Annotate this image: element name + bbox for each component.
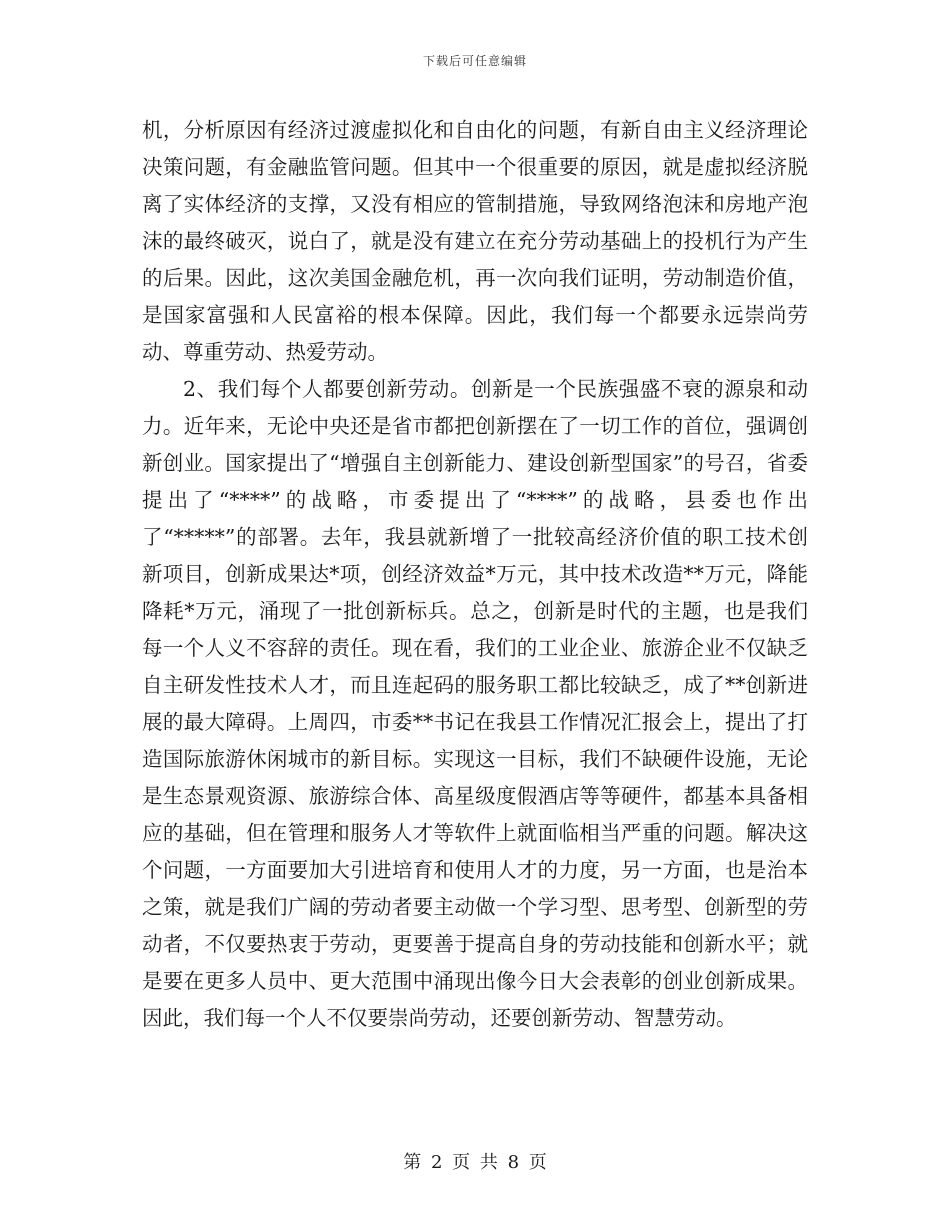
body-paragraph-1: 机，分析原因有经济过渡虚拟化和自由化的问题，有新自由主义经济理论决策问题，有金融监管问题。但其中一个很重要的原因，就是虚拟经济脱离了实体经济的支撑，又没有相应的管制措施，导致网络泡沫和房地产泡沫的最终破灭，说白了，就是没有建立在充分劳动基础上的投机行为产生的后果。因此，这次美国金融危机，再一次向我们证明，劳动制造价值，是国家富强和人民富裕的根本保障。因此，我们每一个都要永远崇尚劳动、尊重劳动、热爱劳动。 bbox=[142, 118, 808, 364]
body-paragraph-2: 2、我们每个人都要创新劳动。创新是一个民族强盛不衰的源泉和动力。近年来，无论中央还是省市都把创新摆在了一切工作的首位，强调创新创业。国家提出了“增强自主创新能力、建设创新型国家”的号召，省委提出了“****”的战略，市委提出了“****”的战略，县委也作出了“*****”的部署。去年，我县就新增了一批较高经济价值的职工技术创新项目，创新成果达*项，创经济效益*万元，其中技术改造**万元，降能降耗*万元，涌现了一批创新标兵。总之，创新是时代的主题，也是我们每一个人义不容辞的责任。现在看，我们的工业企业、旅游企业不仅缺乏自主研发性技术人才，而且连起码的服务职工都比较缺乏，成了**创新进展的最大障碍。上周四，市委**书记在我县工作情况汇报会上，提出了打造国际旅游休闲城市的新目标。实现这一目标，我们不缺硬件设施，无论是生态景观资源、旅游综合体、高星级度假酒店等等硬件，都基本具备相应的基础，但在管理和服务人才等软件上就面临相当严重的问题。解决这个问题，一方面要加大引进培育和使用人才的力度，另一方面，也是治本之策，就是我们广阔的劳动者要主动做一个学习型、思考型、创新型的劳动者，不仅要热衷于劳动，更要善于提高自身的劳动技能和创新水平；就是要在更多人员中、更大范围中涌现出像今日大会表彰的创业创新成果。因此，我们每一个人不仅要崇尚劳动，还要创新劳动、智慧劳动。 bbox=[142, 377, 808, 1030]
page-footer: 第 2 页 共 8 页 bbox=[403, 1152, 547, 1173]
page-header: 下载后可任意编辑 bbox=[422, 54, 527, 68]
document-body bbox=[142, 112, 808, 1037]
